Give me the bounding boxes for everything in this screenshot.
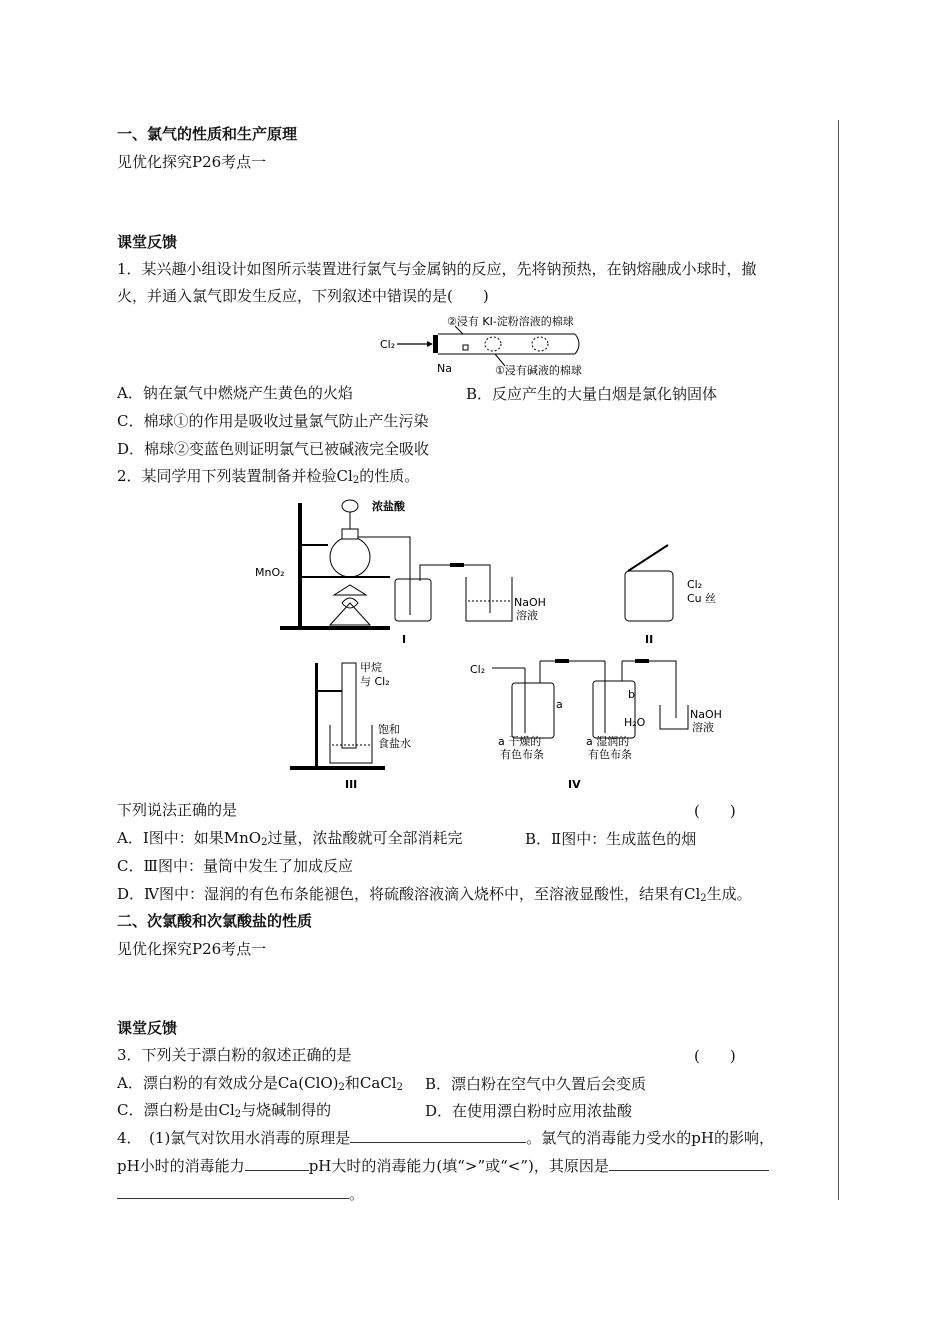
section2-heading: 二、次氯酸和次氯酸盐的性质 (117, 912, 313, 930)
section1-reference: 见优化探究P26考点一 (117, 153, 267, 171)
q2-fig-dry1: a 干燥的 (498, 735, 542, 748)
q2-question: 下列说法正确的是 (117, 801, 238, 819)
q2-fig-cap4: IV (568, 778, 581, 791)
q1-fig-label-2: ②浸有 KI-淀粉溶液的棉球 (447, 315, 574, 328)
section2-feedback-heading: 课堂反馈 (117, 1019, 178, 1037)
q3-stem: 3．下列关于漂白粉的叙述正确的是 (117, 1046, 352, 1064)
margin-rule (838, 120, 839, 1200)
q2-apparatus-figure (250, 493, 750, 793)
q2-stem: 2．某同学用下列装置制备并检验$Cl_2$的性质。 (117, 467, 420, 486)
q2-fig-cap1: I (402, 633, 407, 646)
q1-apparatus-figure (375, 312, 625, 378)
q2-fig-a: a (556, 698, 563, 711)
q2-fig-hcl: 浓盐酸 (372, 500, 405, 513)
q1-fig-label-1: ①浸有碱液的棉球 (495, 364, 582, 377)
q2-fig-cap3: III (345, 778, 358, 791)
q2-fig-b: b (628, 688, 635, 701)
q4-line2: pH小时的消毒能力 pH大时的消毒能力(填“>”或“<”)，其原因是 (117, 1156, 769, 1176)
q2-option-b: B．Ⅱ图中：生成蓝色的烟 (525, 830, 697, 848)
q2-option-c: C．Ⅲ图中：量筒中发生了加成反应 (117, 857, 353, 875)
q2-answer-paren: ( ) (694, 802, 736, 820)
q1-fig-cl2-label: Cl₂ (380, 338, 396, 351)
q4-line3: 。 (117, 1184, 364, 1204)
q3-option-d: D．在使用漂白粉时应用浓盐酸 (425, 1102, 633, 1120)
q2-option-a: A．Ⅰ图中：如果MnO$_2$过量，浓盐酸就可全部消耗完 (117, 829, 463, 848)
q2-fig-cap2: II (645, 633, 654, 646)
q1-stem-line1: 1．某兴趣小组设计如图所示装置进行氯气与金属钠的反应，先将钠预热，在钠熔融成小球时，撤 (117, 260, 757, 278)
q2-fig-ch4b: 与 Cl₂ (360, 675, 390, 688)
q2-fig-cu: Cu 丝 (687, 592, 717, 605)
q2-fig-wet1: a 湿润的 (586, 735, 630, 748)
q2-fig-sol1: 溶液 (516, 609, 538, 622)
q2-fig-cl2-2: Cl₂ (687, 578, 703, 591)
q2-fig-cl2-4: Cl₂ (470, 663, 486, 676)
q2-fig-h2o: H₂O (624, 716, 646, 729)
q2-fig-naoh1: NaOH (514, 596, 546, 609)
q2-fig-wet2: 有色布条 (588, 748, 632, 761)
q2-fig-mno2: MnO₂ (255, 566, 285, 579)
q2-fig-brine2: 食盐水 (378, 737, 411, 750)
q4-blank-4[interactable] (117, 1184, 349, 1199)
section2-reference: 见优化探究P26考点一 (117, 940, 267, 958)
q4-blank-2[interactable] (245, 1156, 309, 1171)
q1-fig-na-label: Na (437, 362, 452, 375)
q4-blank-1[interactable] (350, 1128, 526, 1143)
section1-heading: 一、氯气的性质和生产原理 (117, 125, 298, 143)
q3-answer-paren: ( ) (694, 1047, 736, 1065)
q2-fig-sol4: 溶液 (692, 721, 714, 734)
q3-option-b: B．漂白粉在空气中久置后会变质 (425, 1075, 647, 1093)
q2-fig-naoh4: NaOH (690, 708, 722, 721)
q1-option-d: D．棉球②变蓝色则证明氯气已被碱液完全吸收 (117, 440, 430, 458)
q4-line1: 4． (1)氯气对饮用水消毒的原理是 。氯气的消毒能力受水的pH的影响， (117, 1129, 774, 1147)
q3-option-a: A．漂白粉的有效成分是$Ca(ClO)_2$和CaCl$_2$ (117, 1074, 403, 1093)
q4-blank-3[interactable] (609, 1156, 769, 1171)
q2-fig-ch4a: 甲烷 (360, 661, 382, 674)
q2-fig-dry2: 有色布条 (500, 748, 544, 761)
q1-option-a: A．钠在氯气中燃烧产生黄色的火焰 (117, 384, 353, 402)
section1-feedback-heading: 课堂反馈 (117, 233, 178, 251)
q2-fig-brine1: 饱和 (378, 723, 400, 736)
q3-option-c: C．漂白粉是由$Cl_2$与烧碱制得的 (117, 1101, 332, 1120)
q1-option-b: B．反应产生的大量白烟是氯化钠固体 (466, 385, 718, 403)
q1-stem-line2: 火，并通入氯气即发生反应，下列叙述中错误的是( ) (117, 287, 489, 305)
q1-option-c: C．棉球①的作用是吸收过量氯气防止产生污染 (117, 412, 429, 430)
q2-option-d: D．Ⅳ图中：湿润的有色布条能褪色，将硫酸溶液滴入烧杯中，至溶液显酸性，结果有$Cl_2$生成。 (117, 885, 752, 904)
